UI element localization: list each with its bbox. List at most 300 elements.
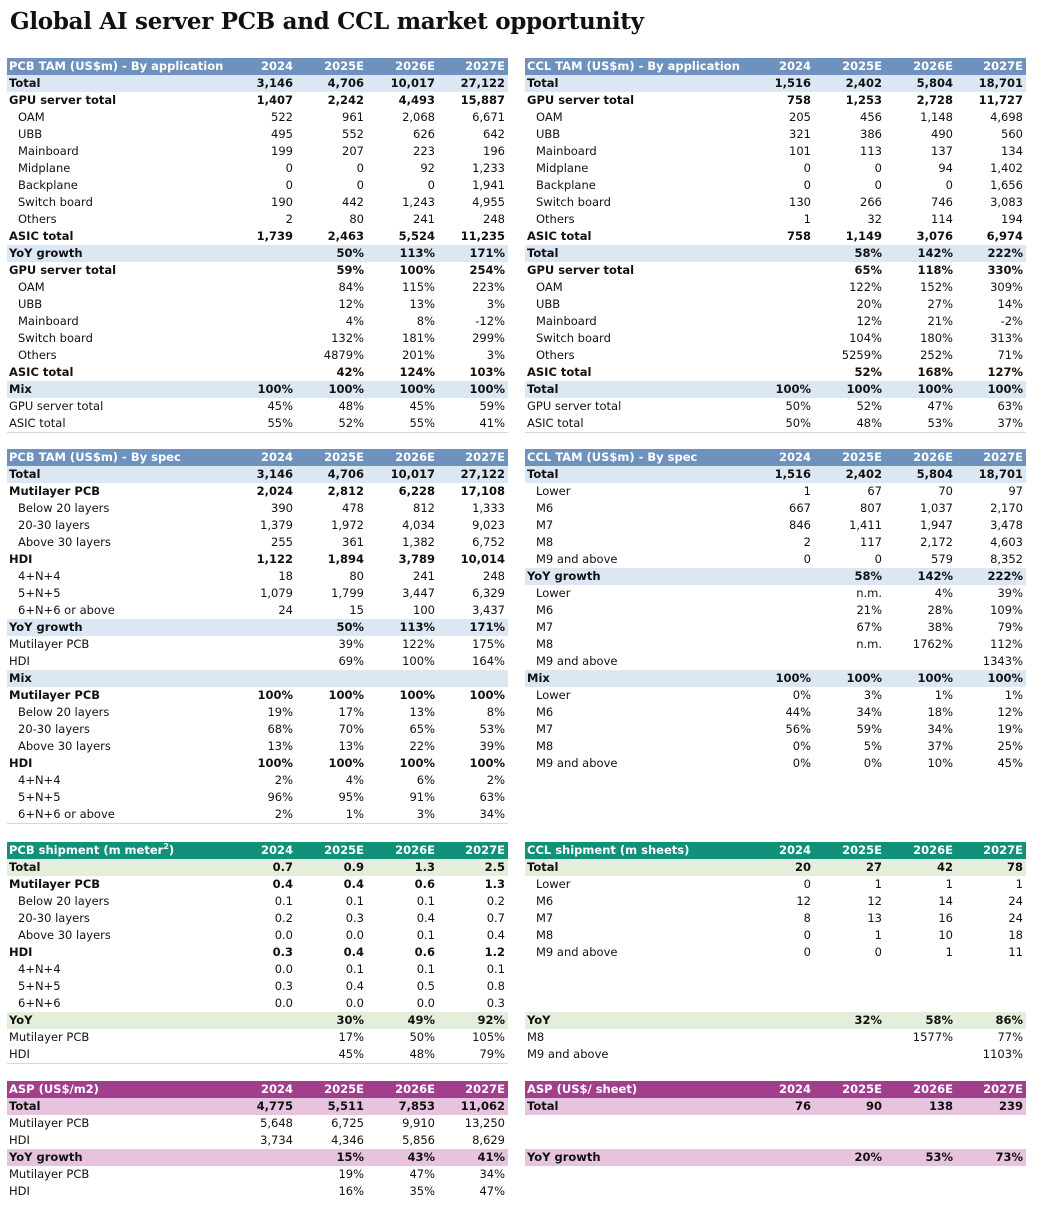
table-cell: 0 xyxy=(803,161,811,175)
table-cell: 6,725 xyxy=(331,1116,364,1130)
table-cell: 76 xyxy=(794,1099,811,1113)
table-cell: 18% xyxy=(927,705,953,719)
row-label: Mainboard xyxy=(18,314,79,328)
table-cell: 199 xyxy=(271,144,293,158)
table-cell: 0 xyxy=(945,178,953,192)
table-cell: 28% xyxy=(927,603,953,617)
table-row xyxy=(7,995,508,1012)
row-label: Mutilayer PCB xyxy=(9,1030,90,1044)
table-row xyxy=(7,1132,508,1149)
table-cell xyxy=(225,1183,296,1200)
table-cell: 100% xyxy=(987,382,1023,396)
table-cell: 0.3 xyxy=(274,979,293,993)
table-cell: 15,887 xyxy=(460,93,505,107)
table-row xyxy=(7,534,508,551)
table-title: ASP (US$/m2) xyxy=(9,1082,99,1096)
table-cell: 18,701 xyxy=(978,467,1023,481)
table-cell: 495 xyxy=(271,127,293,141)
table-cell: 2,463 xyxy=(327,229,364,243)
table-cell: 84% xyxy=(338,280,364,294)
table-cell: 48% xyxy=(856,416,882,430)
table-row xyxy=(525,211,1026,228)
table-cell: 58% xyxy=(925,1013,953,1027)
table-cell: 130 xyxy=(789,195,811,209)
table-cell: 50% xyxy=(409,1030,435,1044)
table-cell: 59% xyxy=(479,399,505,413)
table-cell: 41% xyxy=(479,416,505,430)
table-cell: 309% xyxy=(990,280,1023,294)
table-cell: 43% xyxy=(407,1150,435,1164)
table-cell: 2,242 xyxy=(327,93,364,107)
row-label: M8 xyxy=(536,928,554,942)
table-cell: 0.2 xyxy=(486,894,505,908)
row-label: YoY growth xyxy=(9,620,83,634)
table-row xyxy=(525,944,1026,961)
row-label: 5+N+5 xyxy=(18,586,61,600)
row-label: 6+N+6 or above xyxy=(18,603,115,617)
table-cell: 3,146 xyxy=(256,76,293,90)
table-cell: 52% xyxy=(854,365,882,379)
row-label: YoY growth xyxy=(527,1150,601,1164)
table-cell xyxy=(743,330,814,347)
table-cell: 27% xyxy=(927,297,953,311)
table-cell: 552 xyxy=(342,127,364,141)
table-cell: 6,974 xyxy=(986,229,1023,243)
table-cell: 113 xyxy=(860,144,882,158)
table-cell xyxy=(814,653,885,670)
table-cell: 522 xyxy=(271,110,293,124)
row-label: ASIC total xyxy=(9,229,74,243)
table-cell: 13% xyxy=(409,297,435,311)
table-cell: 758 xyxy=(786,93,811,107)
table-row xyxy=(7,398,508,415)
table-cell: 6,228 xyxy=(398,484,435,498)
table-cell: 13 xyxy=(867,911,882,925)
table-row xyxy=(525,534,1026,551)
table-row xyxy=(7,636,508,653)
table-cell xyxy=(743,1046,814,1063)
table-cell: 3% xyxy=(486,348,505,362)
row-label: OAM xyxy=(536,280,563,294)
table-cell xyxy=(743,279,814,296)
table-cell: 1343% xyxy=(982,654,1023,668)
table-row xyxy=(7,551,508,568)
table-cell: 39% xyxy=(338,637,364,651)
table-cell: 0.7 xyxy=(272,860,293,874)
table-cell: 3,447 xyxy=(402,586,435,600)
table-cell: 18,701 xyxy=(978,76,1023,90)
table-row xyxy=(525,109,1026,126)
column-header: 2025E xyxy=(324,59,364,73)
table-cell: 313% xyxy=(990,331,1023,345)
table-cell: 94 xyxy=(938,161,953,175)
table-row xyxy=(7,721,508,738)
table-cell xyxy=(885,978,956,995)
table-cell xyxy=(956,995,1026,1012)
column-header: 2024 xyxy=(778,843,811,857)
table-row xyxy=(7,806,508,823)
table-cell: 7,853 xyxy=(398,1099,435,1113)
table-row xyxy=(525,160,1026,177)
table-cell: 142% xyxy=(917,246,953,260)
table-cell: 0.0 xyxy=(416,996,435,1010)
row-label: Total xyxy=(9,860,41,874)
table-cell: 0.4 xyxy=(343,877,364,891)
table-cell xyxy=(885,1046,956,1063)
table-cell: 34% xyxy=(856,705,882,719)
table-row xyxy=(7,500,508,517)
column-header: 2024 xyxy=(260,1082,293,1096)
row-label: YoY growth xyxy=(9,246,83,260)
table-cell: 1 xyxy=(874,928,882,942)
row-label: Lower xyxy=(536,877,571,891)
table-cell: 11,727 xyxy=(978,93,1023,107)
table-cell: 58% xyxy=(854,246,882,260)
table-row xyxy=(7,1012,508,1029)
table-cell: 0% xyxy=(792,756,811,770)
column-header: 2025E xyxy=(842,1082,882,1096)
table-row xyxy=(525,721,1026,738)
table-cell: 4,706 xyxy=(327,76,364,90)
table-cell: 50% xyxy=(785,399,811,413)
table-cell: 194 xyxy=(1001,212,1023,226)
table-cell: 50% xyxy=(336,620,364,634)
table-cell: 44% xyxy=(785,705,811,719)
table-cell: 70 xyxy=(938,484,953,498)
table-cell xyxy=(367,670,438,687)
table-cell: 0 xyxy=(427,178,435,192)
row-label: ASIC total xyxy=(9,365,74,379)
table-cell: 20% xyxy=(854,1150,882,1164)
table-cell: 42 xyxy=(936,860,953,874)
table-row xyxy=(525,910,1026,927)
table-cell: 20 xyxy=(794,860,811,874)
table-row xyxy=(525,636,1026,653)
row-label: 20-30 layers xyxy=(18,911,90,925)
table-cell: 1,972 xyxy=(331,518,364,532)
table-row xyxy=(525,177,1026,194)
table-cell: 100% xyxy=(775,671,811,685)
table-cell: 127% xyxy=(987,365,1023,379)
table-cell: 3% xyxy=(416,807,435,821)
table-row xyxy=(525,347,1026,364)
column-header: 2026E xyxy=(395,450,435,464)
table-cell: 0.2 xyxy=(274,911,293,925)
table-cell: 115% xyxy=(402,280,435,294)
table-cell: 223 xyxy=(413,144,435,158)
row-label: Switch board xyxy=(536,195,611,209)
table-row xyxy=(7,245,508,262)
table-cell: 58% xyxy=(854,569,882,583)
table-cell: 48% xyxy=(338,399,364,413)
table-cell: 45% xyxy=(267,399,293,413)
table-cell: 1,122 xyxy=(256,552,293,566)
table-header xyxy=(7,58,508,75)
table-row xyxy=(525,978,1026,995)
row-label: OAM xyxy=(18,110,45,124)
row-label: GPU server total xyxy=(527,93,635,107)
table-cell xyxy=(743,1132,814,1149)
table-cell: 71% xyxy=(997,348,1023,362)
table-cell xyxy=(743,568,814,585)
row-label: 4+N+4 xyxy=(18,962,61,976)
table-cell: 0% xyxy=(863,756,882,770)
table-row xyxy=(7,670,508,687)
table-cell: 0 xyxy=(285,178,293,192)
table-row xyxy=(7,228,508,245)
table-row xyxy=(525,296,1026,313)
row-label: M7 xyxy=(536,518,554,532)
table-cell: 667 xyxy=(789,501,811,515)
table-row xyxy=(525,126,1026,143)
table-cell: 90 xyxy=(865,1099,882,1113)
table-cell: 3% xyxy=(486,297,505,311)
table-cell: 321 xyxy=(789,127,811,141)
column-header: 2024 xyxy=(260,59,293,73)
table-cell: 109% xyxy=(990,603,1023,617)
table-cell: 39% xyxy=(997,586,1023,600)
table-row xyxy=(7,944,508,961)
table-cell: 100% xyxy=(987,671,1023,685)
table-cell: 27 xyxy=(865,860,882,874)
table-cell: 6% xyxy=(416,773,435,787)
table-row xyxy=(525,927,1026,944)
table-cell: 21% xyxy=(927,314,953,328)
table-cell xyxy=(743,313,814,330)
column-header: 2024 xyxy=(260,450,293,464)
row-label: HDI xyxy=(9,552,33,566)
table-cell: 4879% xyxy=(323,348,364,362)
table-cell: 137 xyxy=(931,144,953,158)
row-label: OAM xyxy=(536,110,563,124)
table-cell: 168% xyxy=(917,365,953,379)
row-label: Total xyxy=(9,76,41,90)
table-cell: 560 xyxy=(1001,127,1023,141)
table-row xyxy=(525,585,1026,602)
table-cell: 196 xyxy=(483,144,505,158)
table-cell: 37% xyxy=(927,739,953,753)
table-cell: 248 xyxy=(483,212,505,226)
table-cell: 100% xyxy=(257,688,293,702)
table-cell: 134 xyxy=(1001,144,1023,158)
table-row xyxy=(525,75,1026,92)
table-cell: 21% xyxy=(856,603,882,617)
table-row xyxy=(7,364,508,381)
row-label: Total xyxy=(9,1099,41,1113)
row-label: HDI xyxy=(9,1133,30,1147)
table-cell: 113% xyxy=(399,620,435,634)
table-cell: 6,752 xyxy=(472,535,505,549)
table-row xyxy=(7,653,508,670)
row-label: Below 20 layers xyxy=(18,705,110,719)
table-cell: 100% xyxy=(399,263,435,277)
table-row xyxy=(525,330,1026,347)
table-cell: 53% xyxy=(925,1150,953,1164)
column-header: 2027E xyxy=(465,59,505,73)
row-label: M6 xyxy=(536,603,554,617)
table-cell: 1103% xyxy=(982,1047,1023,1061)
table-cell: 68% xyxy=(267,722,293,736)
row-label: Midplane xyxy=(18,161,71,175)
table-row xyxy=(525,619,1026,636)
table-row xyxy=(525,92,1026,109)
table-cell xyxy=(225,653,296,670)
table-cell: 15% xyxy=(336,1150,364,1164)
row-label xyxy=(525,978,743,995)
table-cell: 0 xyxy=(874,161,882,175)
table-cell: 19% xyxy=(267,705,293,719)
table-cell: 0.0 xyxy=(274,928,293,942)
table-cell: 330% xyxy=(987,263,1023,277)
table-cell: 4% xyxy=(345,773,364,787)
table-cell: 13,250 xyxy=(464,1116,505,1130)
row-label: ASIC total xyxy=(9,416,66,430)
table-cell: 4,706 xyxy=(327,467,364,481)
table-title: PCB TAM (US$m) - By application xyxy=(9,59,224,73)
row-label: Mutilayer PCB xyxy=(9,688,101,702)
table-cell: 181% xyxy=(402,331,435,345)
table-title: PCB TAM (US$m) - By spec xyxy=(9,450,181,464)
table-cell xyxy=(814,961,885,978)
row-label: ASIC total xyxy=(527,416,584,430)
table-cell xyxy=(743,602,814,619)
table-cell: 6,329 xyxy=(472,586,505,600)
column-header: 2027E xyxy=(983,59,1023,73)
table-cell: 3,734 xyxy=(260,1133,293,1147)
column-header: 2025E xyxy=(324,450,364,464)
table-cell: 8% xyxy=(416,314,435,328)
row-label: Below 20 layers xyxy=(18,501,110,515)
table-cell: 138 xyxy=(928,1099,953,1113)
row-label: YoY xyxy=(9,1013,33,1027)
table-row xyxy=(7,313,508,330)
table-cell: 45% xyxy=(997,756,1023,770)
pcb-asp-table xyxy=(7,1081,508,1200)
table-cell xyxy=(743,1012,814,1029)
table-cell: 1,079 xyxy=(260,586,293,600)
table-cell xyxy=(296,670,367,687)
table-cell: 124% xyxy=(399,365,435,379)
table-cell: 100% xyxy=(328,382,364,396)
table-row xyxy=(7,466,508,483)
table-cell xyxy=(743,364,814,381)
table-row xyxy=(525,995,1026,1012)
row-label: Mutilayer PCB xyxy=(9,1116,90,1130)
table-row xyxy=(525,893,1026,910)
table-cell: 3,076 xyxy=(916,229,953,243)
table-cell: 1 xyxy=(945,945,953,959)
table-cell: 0.5 xyxy=(416,979,435,993)
table-row xyxy=(525,313,1026,330)
column-header: 2024 xyxy=(260,843,293,857)
row-label: YoY growth xyxy=(9,1150,83,1164)
table-cell: 0 xyxy=(803,945,811,959)
table-cell: 0.4 xyxy=(272,877,293,891)
table-cell: 14% xyxy=(997,297,1023,311)
table-cell: 6,671 xyxy=(472,110,505,124)
table-cell: 1,941 xyxy=(472,178,505,192)
table-cell: 59% xyxy=(336,263,364,277)
table-cell: 1 xyxy=(1015,877,1023,891)
table-cell: 171% xyxy=(469,246,505,260)
row-label: M8 xyxy=(536,739,554,753)
table-cell: 53% xyxy=(927,416,953,430)
table-cell: 0 xyxy=(356,161,364,175)
table-row xyxy=(7,347,508,364)
table-cell: 24 xyxy=(1008,894,1023,908)
table-cell: 0 xyxy=(874,552,882,566)
table-row xyxy=(525,1149,1026,1166)
row-label: M6 xyxy=(536,894,554,908)
column-header: 2026E xyxy=(913,843,953,857)
table-cell: 45% xyxy=(409,399,435,413)
table-row xyxy=(525,568,1026,585)
table-row xyxy=(7,704,508,721)
table-cell: 2,812 xyxy=(327,484,364,498)
table-cell: 266 xyxy=(860,195,882,209)
table-cell: 5,804 xyxy=(916,76,953,90)
table-row xyxy=(7,381,508,398)
table-cell: 299% xyxy=(472,331,505,345)
table-cell: 18 xyxy=(278,569,293,583)
table-cell: 80 xyxy=(349,212,364,226)
table-cell: 24 xyxy=(1008,911,1023,925)
table-cell: 3,478 xyxy=(990,518,1023,532)
table-cell: 19% xyxy=(338,1167,364,1181)
row-label: Others xyxy=(18,348,57,362)
table-cell: 114 xyxy=(931,212,953,226)
table-cell: -12% xyxy=(475,314,505,328)
table-cell: 0.1 xyxy=(416,962,435,976)
table-cell: 5% xyxy=(863,739,882,753)
table-cell: 100% xyxy=(469,688,505,702)
row-label: UBB xyxy=(18,127,43,141)
row-label: YoY xyxy=(527,1013,551,1027)
table-row xyxy=(7,585,508,602)
table-cell: n.m. xyxy=(856,586,882,600)
row-label: 4+N+4 xyxy=(18,569,61,583)
table-row xyxy=(525,859,1026,876)
table-cell: 4,034 xyxy=(402,518,435,532)
row-label: Mix xyxy=(9,671,32,685)
row-label: Backplane xyxy=(18,178,78,192)
table-row xyxy=(7,143,508,160)
table-cell: 42% xyxy=(336,365,364,379)
row-label: Backplane xyxy=(536,178,596,192)
table-cell: 100% xyxy=(328,688,364,702)
table-cell xyxy=(885,1132,956,1149)
page-title: Global AI server PCB and CCL market opportunity xyxy=(10,8,644,35)
table-cell: 490 xyxy=(931,127,953,141)
table-title: CCL TAM (US$m) - By spec xyxy=(527,450,698,464)
table-row xyxy=(7,75,508,92)
row-label: Total xyxy=(527,76,559,90)
table-row xyxy=(525,398,1026,415)
table-cell: 142% xyxy=(917,569,953,583)
table-cell: 0.4 xyxy=(343,945,364,959)
row-label: HDI xyxy=(9,654,30,668)
table-cell: 100% xyxy=(257,382,293,396)
table-cell xyxy=(956,961,1026,978)
table-cell xyxy=(814,1046,885,1063)
row-label: M9 and above xyxy=(536,756,618,770)
table-cell: 47% xyxy=(409,1167,435,1181)
row-label: Mix xyxy=(527,671,550,685)
column-header: 2026E xyxy=(913,59,953,73)
row-label: UBB xyxy=(536,127,561,141)
pcb-shipment-table xyxy=(7,842,508,1064)
table-row xyxy=(7,687,508,704)
